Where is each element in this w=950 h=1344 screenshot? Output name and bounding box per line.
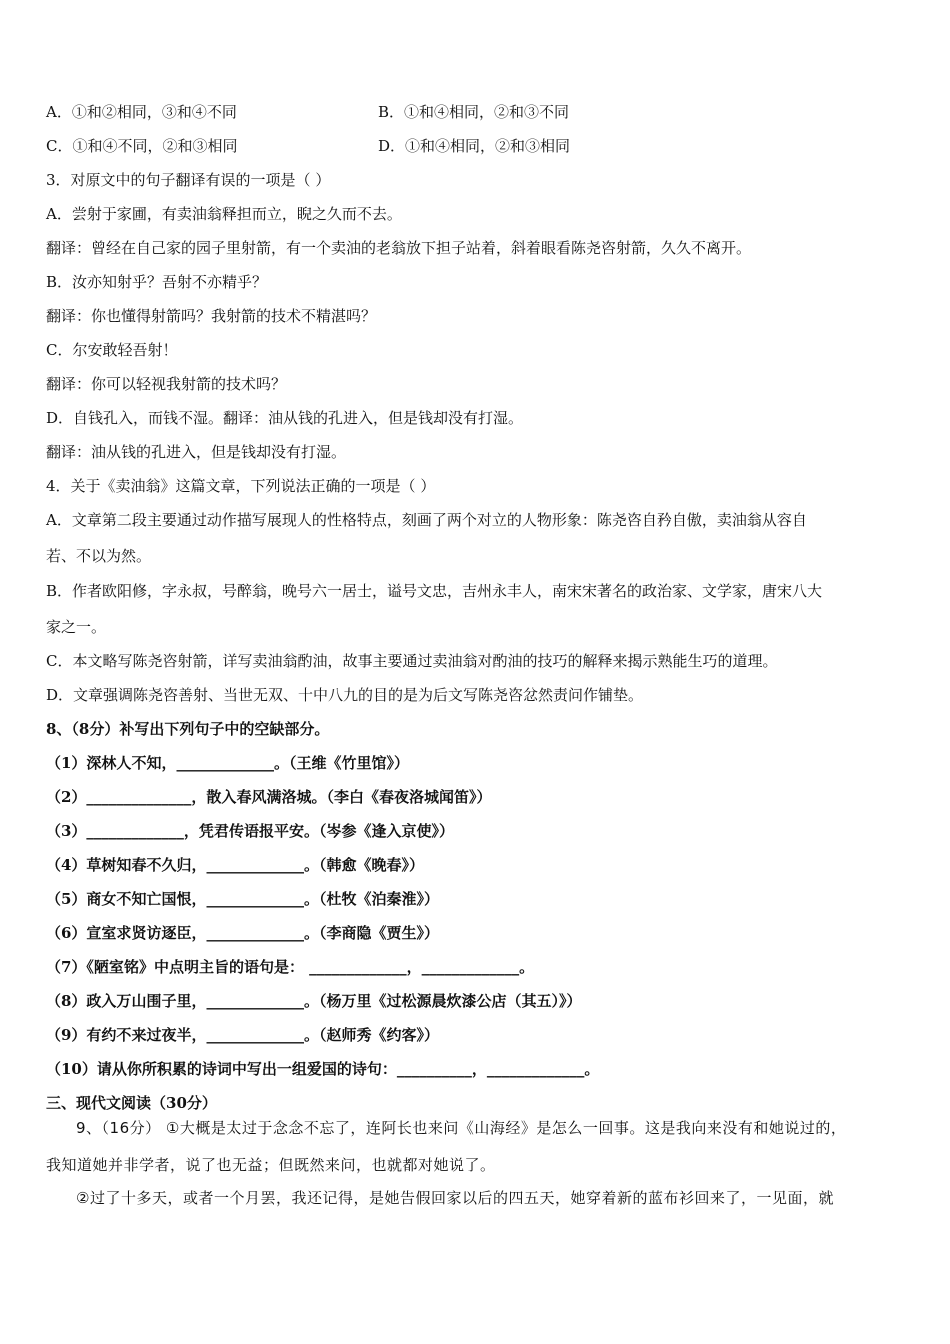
q4-option-b-line2: 家之一。 [46,618,107,636]
question-3: 3．对原文中的句子翻译有误的一项是（ ） [46,171,331,189]
q4-option-a-line1: A．文章第二段主要通过动作描写展现人的性格特点，刻画了两个对立的人物形象：陈尧咨自矜自傲，卖油翁从容自 [46,511,807,529]
option-b-prev: B．①和④相同，②和③不同 [378,103,570,121]
q3-translation-a: 翻译：曾经在自己家的园子里射箭，有一个卖油的老翁放下担子站着，斜着眼看陈尧咨射箭，久久不离开。 [46,239,752,257]
q8-item-6: （6）宣室求贤访逐臣，_____________。（李商隐《贾生》） [46,924,439,942]
q3-translation-d: 翻译：油从钱的孔进入，但是钱却没有打湿。 [46,443,347,461]
q3-option-d: D．自钱孔入，而钱不湿。翻译：油从钱的孔进入，但是钱却没有打湿。 [46,409,524,427]
section-heading: 三、现代文阅读（30分） [46,1094,217,1112]
q8-item-3: （3）_____________，凭君传语报平安。（岑参《逢入京使》） [46,822,454,840]
q8-item-7: （7）《陋室铭》中点明主旨的语句是： _____________，_____________。 [46,958,535,976]
question-4: 4．关于《卖油翁》这篇文章，下列说法正确的一项是（ ） [46,477,436,495]
q3-option-b: B．汝亦知射乎？吾射不亦精乎？ [46,273,268,291]
q8-item-10: （10）请从你所积累的诗词中写出一组爱国的诗句：__________，_____________。 [46,1060,600,1078]
q9-paragraph-2-line1: ②过了十多天，或者一个月罢，我还记得，是她告假回家以后的四五天，她穿着新的蓝布衫回来了，一见面，就 [76,1189,834,1207]
q4-option-d: D．文章强调陈尧咨善射、当世无双、十中八九的目的是为后文写陈尧咨忿然责问作铺垫。 [46,686,644,704]
q4-option-c: C．本文略写陈尧咨射箭，详写卖油翁酌油，故事主要通过卖油翁对酌油的技巧的解释来揭示熟能生巧的道理。 [46,652,778,670]
q4-option-a-line2: 若、不以为然。 [46,547,152,565]
q9-paragraph-1-line2: 我知道她并非学者，说了也无益；但既然来问，也就都对她说了。 [46,1156,496,1174]
q8-item-4: （4）草树知春不久归，_____________。（韩愈《晚春》） [46,856,424,874]
option-c-prev: C．①和④不同，②和③相同 [46,137,238,155]
q3-translation-b: 翻译：你也懂得射箭吗？我射箭的技术不精湛吗？ [46,307,377,325]
option-a-prev: A．①和②相同，③和④不同 [46,103,237,121]
q8-item-9: （9）有约不来过夜半，_____________。（赵师秀《约客》） [46,1026,439,1044]
q3-option-c: C．尔安敢轻吾射！ [46,341,178,359]
question-8: 8、（8分）补写出下列句子中的空缺部分。 [46,720,330,738]
q3-translation-c: 翻译：你可以轻视我射箭的技术吗？ [46,375,287,393]
q8-item-5: （5）商女不知亡国恨，_____________。（杜牧《泊秦淮》） [46,890,439,908]
option-d-prev: D．①和④相同，②和③相同 [378,137,571,155]
q8-item-8: （8）政入万山围子里，_____________。（杨万里《过松源晨炊漆公店（其五）》） [46,992,582,1010]
q3-option-a: A．尝射于家圃，有卖油翁释担而立，睨之久而不去。 [46,205,402,223]
q8-item-1: （1）深林人不知，_____________。（王维《竹里馆》） [46,754,409,772]
q8-item-2: （2）______________，散入春风满洛城。（李白《春夜洛城闻笛》） [46,788,492,806]
q9-paragraph-1-line1: 9、（16分） ①大概是太过于念念不忘了，连阿长也来问《山海经》是怎么一回事。这是我向来没有和她说过的， [76,1119,847,1137]
q4-option-b-line1: B．作者欧阳修，字永叔，号醉翁，晚号六一居士，谥号文忠，吉州永丰人，南宋宋著名的政治家、文学家，唐宋八大 [46,582,823,600]
